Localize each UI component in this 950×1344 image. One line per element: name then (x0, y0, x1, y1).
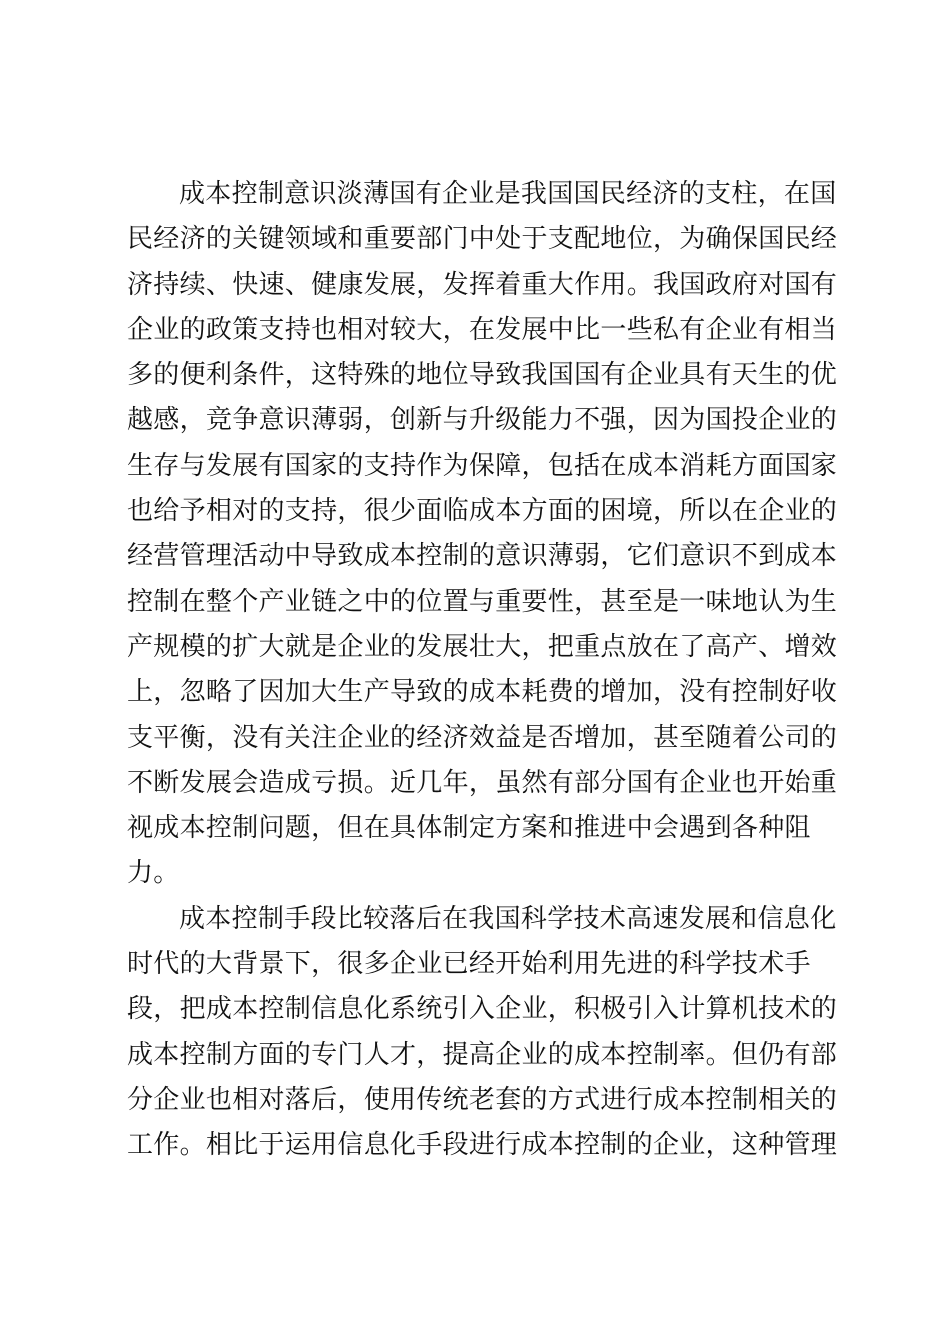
text-line: 企业的政策支持也相对较大，在发展中比一些私有企业有相当 (127, 314, 838, 345)
text-line: 经营管理活动中导致成本控制的意识薄弱，它们意识不到成本 (127, 541, 838, 572)
text-line: 段，把成本控制信息化系统引入企业，积极引入计算机技术的 (127, 994, 838, 1025)
document-body (127, 172, 838, 1169)
text-line: 民经济的关键领域和重要部门中处于支配地位，为确保国民经 (127, 224, 838, 255)
text-line: 成本控制方面的专门人才，提高企业的成本控制率。但仍有部 (127, 1039, 838, 1070)
text-line: 也给予相对的支持，很少面临成本方面的困境，所以在企业的 (127, 496, 838, 527)
text-line: 越感，竞争意识薄弱，创新与升级能力不强，因为国投企业的 (127, 405, 838, 436)
text-line: 视成本控制问题，但在具体制定方案和推进中会遇到各种阻 (127, 813, 811, 844)
text-line: 控制在整个产业链之中的位置与重要性，甚至是一味地认为生 (127, 586, 838, 617)
paragraph-1 (127, 172, 838, 897)
text-line: 工作。相比于运用信息化手段进行成本控制的企业，这种管理 (127, 1130, 838, 1161)
text-line: 上，忽略了因加大生产导致的成本耗费的增加，没有控制好收 (127, 677, 838, 708)
text-line: 产规模的扩大就是企业的发展壮大，把重点放在了高产、增效 (127, 631, 838, 662)
text-line: 成本控制手段比较落后在我国科学技术高速发展和信息化 (179, 903, 837, 934)
text-line: 分企业也相对落后，使用传统老套的方式进行成本控制相关的 (127, 1084, 838, 1115)
text-line: 济持续、快速、健康发展，发挥着重大作用。我国政府对国有 (127, 269, 838, 300)
text-line: 力。 (127, 858, 180, 889)
text-line: 不断发展会造成亏损。近几年，虽然有部分国有企业也开始重 (127, 767, 838, 798)
paragraph-2 (127, 897, 838, 1169)
text-line: 时代的大背景下，很多企业已经开始利用先进的科学技术手 (127, 949, 811, 980)
text-line: 成本控制意识淡薄国有企业是我国国民经济的支柱，在国 (179, 179, 837, 209)
text-line: 生存与发展有国家的支持作为保障，包括在成本消耗方面国家 (127, 450, 838, 481)
text-line: 支平衡，没有关注企业的经济效益是否增加，甚至随着公司的 (127, 722, 838, 753)
text-line: 多的便利条件，这特殊的地位导致我国国有企业具有天生的优 (127, 360, 838, 391)
